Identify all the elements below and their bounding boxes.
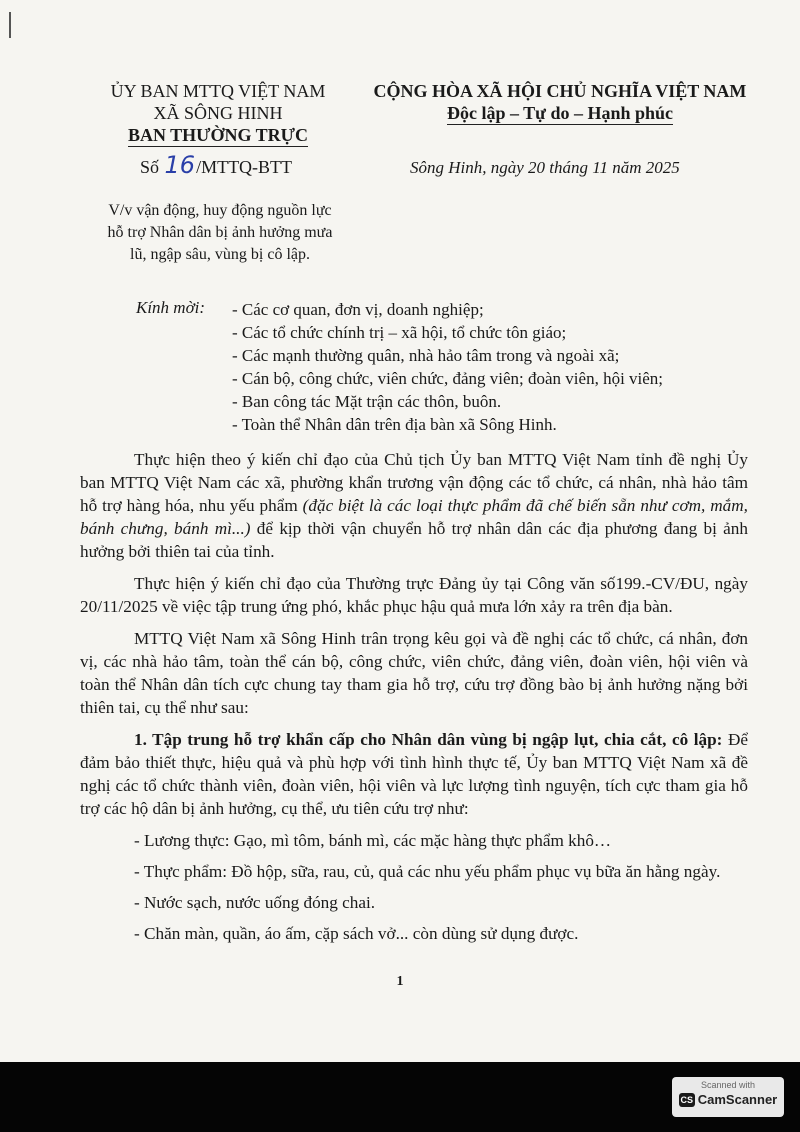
doc-number-suffix: /MTTQ-BTT [196, 157, 293, 177]
invite-item: - Ban công tác Mặt trận các thôn, buôn. [232, 392, 502, 411]
document-date: Sông Hinh, ngày 20 tháng 11 năm 2025 [410, 158, 680, 177]
doc-number-prefix: Số [140, 157, 160, 177]
body-paragraph-1 [80, 448, 748, 563]
issuing-agency-header [86, 80, 350, 147]
subject-line-3: lũ, ngập sâu, vùng bị cô lập. [130, 246, 310, 263]
page-number: 1 [396, 974, 404, 989]
document-subject [80, 200, 360, 266]
subject-line-1: V/v vận động, huy động nguồn lực [108, 202, 332, 219]
invite-item: - Cán bộ, công chức, viên chức, đảng viên; đoàn viên, hội viên; [232, 369, 664, 388]
agency-line-1: ỦY BAN MTTQ VIỆT NAM [110, 81, 326, 101]
support-item: - Thực phẩm: Đồ hộp, sữa, rau, củ, quả các nhu yếu phẩm phục vụ bữa ăn hằng ngày. [134, 862, 721, 881]
support-item: - Lương thực: Gạo, mì tôm, bánh mì, các mặc hàng thực phẩm khô… [134, 831, 612, 850]
support-item: - Chăn màn, quần, áo ấm, cặp sách vở... còn dùng sử dụng được. [134, 924, 579, 943]
watermark-small-text: Scanned with [700, 1080, 756, 1090]
scan-edge-mark [9, 12, 11, 38]
national-motto: Độc lập – Tự do – Hạnh phúc [446, 103, 674, 123]
doc-number-handwritten: 16 [164, 151, 196, 179]
watermark-name: CamScanner [697, 1092, 778, 1107]
body-paragraph-3: MTTQ Việt Nam xã Sông Hinh trân trọng kêu gọi và đề nghị các tổ chức, cá nhân, đơn vị, các nhà hảo tâm, toàn thể cán bộ, công chức, viên chức, đảng viên, đoàn viên, hội viên và toàn thể Nhân dân tích cực chung tay tham gia hỗ trợ, cứu trợ đồng bào bị ảnh hưởng nặng bởi thiên tai, cụ thể như sau: [80, 629, 748, 717]
body-paragraph-4 [80, 728, 748, 820]
national-title: CỘNG HÒA XÃ HỘI CHỦ NGHĨA VIỆT NAM [373, 81, 747, 101]
document-number [140, 152, 292, 180]
p4-text: Để đảm bảo thiết thực, hiệu quả và phù hợp với tình hình thực tế, Ủy ban MTTQ Việt Nam xã đề nghị các tổ chức thành viên, đoàn viên, hội viên và lực lượng tình nguyện, tích cực tham gia hỗ trợ các hộ dân bị ảnh hưởng, cụ thể, ưu tiên cứu trợ như: [80, 730, 748, 818]
invite-list [232, 298, 752, 436]
camscanner-watermark [672, 1077, 784, 1117]
p1-italic: (đặc biệt là các loại thực phẩm đã chế biến sẵn như cơm, mắm, bánh chưng, bánh mì...) [80, 496, 748, 538]
section-heading-1: 1. Tập trung hỗ trợ khẩn cấp cho Nhân dân vùng bị ngập lụt, chia cắt, cô lập: [134, 730, 723, 749]
invite-item: - Các cơ quan, đơn vị, doanh nghiệp; [232, 300, 484, 319]
document-body [80, 448, 748, 953]
support-item: - Nước sạch, nước uống đóng chai. [134, 893, 376, 912]
agency-line-2: XÃ SÔNG HINH [153, 103, 283, 123]
invite-item: - Các tổ chức chính trị – xã hội, tổ chức tôn giáo; [232, 323, 567, 342]
p1-text-a: Thực hiện theo ý kiến chỉ đạo của Chủ tịch Ủy ban MTTQ Việt Nam tỉnh đề nghị Ủy ban MTTQ Việt Nam các xã, phường khẩn trương vận động các tổ chức, cá nhân, nhà hảo tâm hỗ trợ hàng hóa, nhu yếu phẩm [80, 450, 748, 515]
national-header [360, 80, 760, 125]
subject-line-2: hỗ trợ Nhân dân bị ảnh hưởng mưa [107, 224, 333, 241]
invite-item: - Các mạnh thường quân, nhà hảo tâm trong và ngoài xã; [232, 346, 620, 365]
camscanner-logo-icon: CS [680, 1094, 693, 1105]
body-paragraph-2: Thực hiện ý kiến chỉ đạo của Thường trực Đảng ủy tại Công văn số199.-CV/ĐU, ngày 20/11/2025 về việc tập trung ứng phó, khắc phục hậu quả mưa lớn xảy ra trên địa bàn. [80, 574, 748, 616]
agency-line-3: BAN THƯỜNG TRỰC [127, 125, 309, 145]
p1-text-b: để kịp thời vận chuyển hỗ trợ nhân dân các địa phương đang bị ảnh hưởng bởi thiên tai của tỉnh. [80, 519, 748, 561]
invite-label: Kính mời: [136, 298, 206, 317]
invite-item: - Toàn thể Nhân dân trên địa bàn xã Sông Hinh. [232, 415, 557, 434]
